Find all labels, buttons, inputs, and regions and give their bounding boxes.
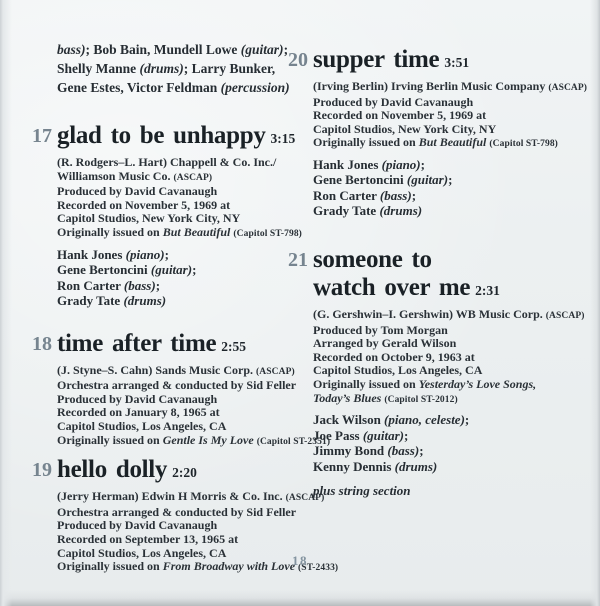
track-personnel: [313, 157, 575, 219]
text-line: (G. Gershwin–I. Gershwin) WB Music Corp. (ASCAP): [313, 306, 585, 321]
text-line: Recorded on January 8, 1965 at: [57, 405, 220, 420]
text-line: Gene Bertoncini (guitar);: [313, 172, 453, 188]
track-title: hello dolly: [57, 456, 168, 484]
track-duration: 3:51: [444, 55, 470, 70]
text-line: Jack Wilson (piano, celeste);: [313, 412, 470, 428]
right-column: [288, 46, 588, 499]
text-line: Kenny Dennis (drums): [313, 458, 438, 474]
text-line: Produced by Tom Morgan: [313, 322, 448, 337]
track-details: [313, 306, 585, 407]
track-title: supper time: [313, 46, 440, 73]
text-line: Arranged by Gerald Wilson: [313, 336, 457, 351]
track-duration: 2:20: [172, 465, 197, 481]
track-note: [313, 483, 575, 499]
text-line: Produced by David Cavanaugh: [57, 518, 218, 533]
text-line: Capitol Studios, New York City, NY: [313, 121, 497, 136]
track-title: time after time: [57, 329, 217, 357]
text-line: Orchestra arranged & conducted by Sid Feller: [57, 504, 297, 519]
text-line: Capitol Studios, Los Angeles, CA: [57, 545, 227, 560]
text-line: Grady Tate (drums): [313, 203, 423, 219]
text-line: Originally issued on From Broadway with Love (ST-2433): [57, 559, 339, 574]
text-line: Originally issued on Yesterday’s Love Songs,: [313, 376, 537, 391]
text-line: Recorded on September 13, 1965 at: [57, 531, 239, 546]
page-number: 18: [292, 553, 308, 568]
track-title-row: [32, 329, 289, 361]
text-line: Ron Carter (bass);: [313, 187, 417, 203]
track-number: 18: [32, 332, 52, 355]
track-details: [57, 362, 331, 450]
text-line: (Irving Berlin) Irving Berlin Music Company (ASCAP): [313, 79, 588, 93]
text-line: Today’s Blues (Capitol ST-2012): [313, 390, 458, 405]
text-line: Produced by David Cavanaugh: [57, 184, 218, 199]
text-line: Jimmy Bond (bass);: [313, 443, 424, 459]
text-line: bass); Bob Bain, Mundell Lowe (guitar);: [57, 42, 289, 57]
track-details: [313, 79, 588, 152]
text-line: Recorded on November 5, 1969 at: [313, 108, 487, 123]
track-number: 20: [288, 49, 308, 71]
text-line: Capitol Studios, Los Angeles, CA: [313, 363, 483, 378]
text-line: Produced by David Cavanaugh: [57, 391, 218, 406]
track-title-line1: someone to: [313, 245, 432, 273]
text-line: Hank Jones (piano);: [313, 156, 425, 172]
text-line: (J. Styne–S. Cahn) Sands Music Corp. (ASCAP): [57, 362, 295, 377]
track-duration: 2:31: [475, 282, 500, 298]
text-line: (R. Rodgers–L. Hart) Chappell & Co. Inc./: [57, 155, 277, 169]
personnel-continuation: [57, 40, 289, 97]
track-duration: 3:15: [270, 131, 296, 146]
track-title-row: [32, 122, 296, 153]
text-line: Originally issued on But Beautiful (Capitol ST-798): [57, 224, 302, 239]
text-line: Originally issued on But Beautiful (Capitol ST-798): [313, 135, 558, 150]
text-line: Shelly Manne (drums); Larry Bunker,: [57, 61, 276, 76]
text-line: Produced by David Cavanaugh: [313, 94, 474, 109]
track-title: glad to be unhappy: [57, 122, 266, 149]
track-entry-18: [32, 329, 331, 450]
text-line: Williamson Music Co. (ASCAP): [57, 168, 213, 183]
track-details: [57, 155, 302, 242]
text-line: Recorded on October 9, 1963 at: [313, 349, 475, 364]
track-entry-21: [288, 245, 585, 499]
text-line: Joe Pass (guitar);: [313, 427, 409, 443]
text-line: (Jerry Herman) Edwin H Morris & Co. Inc. (ASCAP): [57, 489, 325, 504]
text-line: Orchestra arranged & conducted by Sid Feller: [57, 378, 297, 393]
track-number: 19: [32, 459, 52, 482]
text-line: Originally issued on Gentle Is My Love (Capitol ST-2351): [57, 432, 331, 447]
track-title-row: [32, 456, 289, 487]
track-entry-20: [288, 46, 588, 219]
track-number: 21: [288, 248, 308, 271]
track-personnel: [313, 412, 575, 474]
text-line: Capitol Studios, Los Angeles, CA: [57, 418, 227, 433]
track-title-row: [288, 46, 575, 77]
track-personnel: [57, 247, 289, 309]
text-line: Grady Tate (drums): [57, 293, 167, 309]
text-line: Ron Carter (bass);: [57, 277, 161, 293]
track-title-row: [288, 245, 575, 305]
track-duration: 2:55: [221, 338, 247, 354]
text-line: Capitol Studios, New York City, NY: [57, 211, 241, 226]
text-line: Gene Estes, Victor Feldman (percussion): [57, 80, 290, 95]
track-title-line2: watch over me: [313, 273, 471, 301]
text-line: Hank Jones (piano);: [57, 246, 169, 262]
text-line: Gene Bertoncini (guitar);: [57, 262, 197, 278]
text-line: Recorded on November 5, 1969 at: [57, 197, 231, 212]
track-number: 17: [32, 125, 52, 147]
text-line: plus string section: [313, 483, 411, 499]
